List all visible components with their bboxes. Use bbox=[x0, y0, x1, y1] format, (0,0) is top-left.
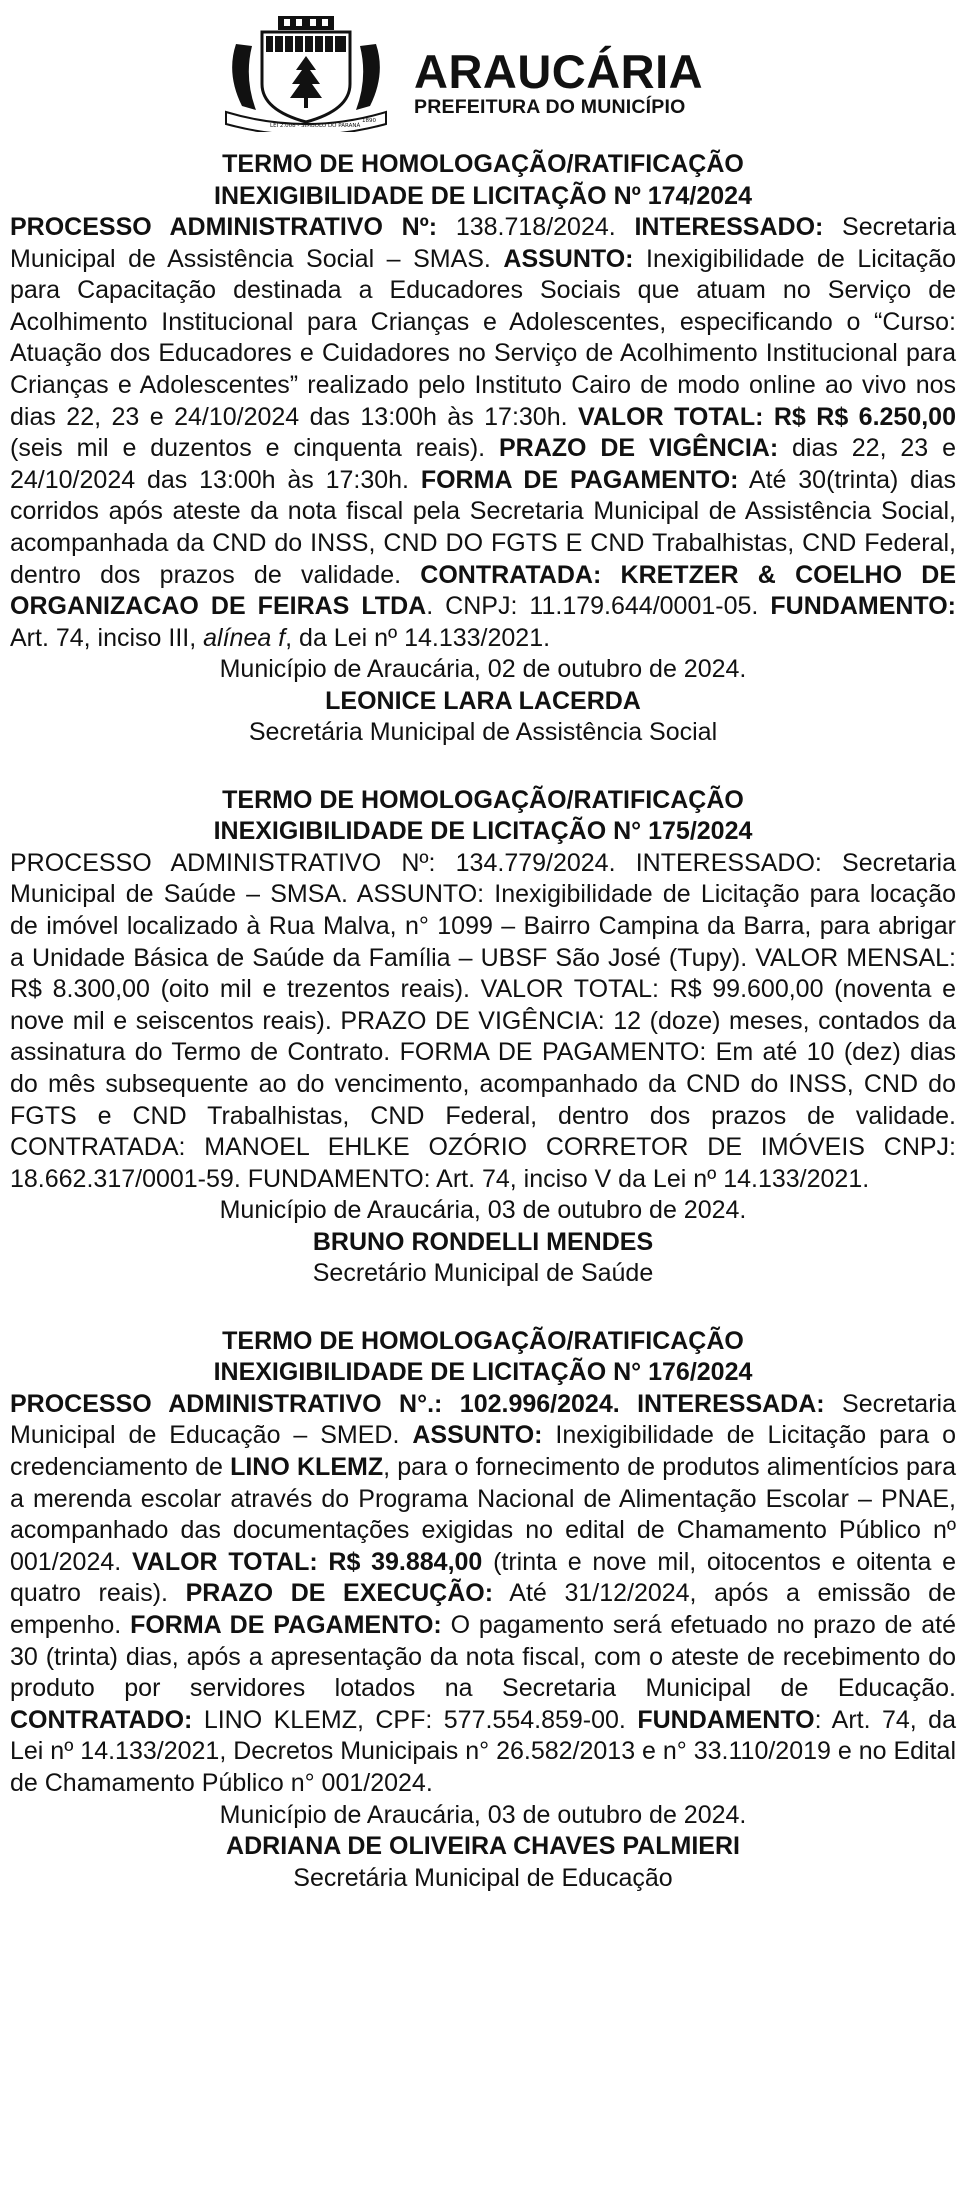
body-text-run: PROCESSO ADMINISTRATIVO Nº: 134.779/2024. INTERESSADO: Secretaria Municipal de Saúde – SMSA. ASSUNTO: Inexigibilidade de Licitação para locação de imóvel localizado à Rua Malva, n° 1099 – Bairro Campina da Barra, para abrigar a Unidade Básica de Saúde da Família – UBSF São José (Tupy). VALOR MENSAL: R$ 8.300,00 (oito mil e trezentos reais). VALOR TOTAL: R$ 99.600,00 (noventa e nove mil e seiscentos reais). PRAZO DE VIGÊNCIA: 12 (doze) meses, contados da assinatura do Termo de Contrato. FORMA DE PAGAMENTO: Em até 10 (dez) dias do mês subsequente ao do vencimento, acompanhado da CND do INSS, CND do FGTS e CND Trabalhistas, CND Federal, dentro dos prazos de validade. CONTRATADA: MANOEL EHLKE OZÓRIO CORRETOR DE IMÓVEIS CNPJ: 18.662.317/0001-59. FUNDAMENTO: Art. 74, inciso V da Lei nº 14.133/2021. bbox=[10, 848, 956, 1193]
body-bold-run: ASSUNTO: bbox=[412, 1421, 543, 1450]
body-italic-run: alínea f bbox=[203, 623, 286, 652]
body-text-run: Secretaria Municipal de Educação – SMED. bbox=[10, 1389, 956, 1450]
body-text-run: Art. 74, inciso III, bbox=[10, 623, 204, 652]
brand-subtitle: PREFEITURA DO MUNICÍPIO bbox=[414, 96, 686, 118]
notice-subtitle: INEXIGIBILIDADE DE LICITAÇÃO N° 175/2024 bbox=[213, 817, 753, 846]
body-text-run: (seis mil e duzentos e cinquenta reais). bbox=[10, 434, 499, 463]
document-page bbox=[10, 0, 956, 1930]
notice-signer: ADRIANA DE OLIVEIRA CHAVES PALMIERI bbox=[226, 1832, 740, 1861]
body-text-run: Até 31/12/2024, após a emissão de empenho. bbox=[10, 1579, 956, 1639]
notice-body bbox=[10, 212, 956, 654]
body-bold-run: FUNDAMENTO bbox=[637, 1705, 815, 1734]
body-text-run: 138.718/2024. bbox=[437, 213, 635, 241]
body-bold-run: FORMA DE PAGAMENTO: bbox=[130, 1611, 442, 1639]
body-text-run: : Art. 74, da Lei nº 14.133/2021, Decretos Municipais n° 26.582/2013 e n° 33.110/2019 e no Edital de Chamamento Público n° 001/2024. bbox=[10, 1705, 957, 1797]
body-bold-run: LINO KLEMZ bbox=[230, 1453, 384, 1482]
body-bold-run: FUNDAMENTO: bbox=[770, 592, 957, 621]
body-bold-run: FORMA DE PAGAMENTO: bbox=[420, 465, 739, 494]
notice-section bbox=[10, 785, 956, 1290]
notice-place-date: Município de Araucária, 03 de outubro de 2024. bbox=[219, 1196, 747, 1225]
notice-place-date: Município de Araucária, 03 de outubro de 2024. bbox=[219, 1800, 747, 1829]
brand-block bbox=[414, 45, 704, 118]
notice-signer: LEONICE LARA LACERDA bbox=[325, 686, 641, 715]
header bbox=[10, 0, 956, 140]
notice-signer-role: Secretária Municipal de Assistência Social bbox=[248, 718, 718, 747]
body-text-run: . CNPJ: 11.179.644/0001-05. bbox=[426, 592, 771, 621]
body-bold-run: PRAZO DE EXECUÇÃO: bbox=[185, 1579, 494, 1608]
body-text-run: Inexigibilidade de Licitação para Capacitação destinada a Educadores Sociais que atuam no Serviço de Acolhimento Institucional para Crianças e Adolescentes, especificando o “Curso: Atuação dos Educadores e Cuidadores no Serviço de Acolhimento Institucional para Crianças e Adolescentes” realizado pelo Instituto Cairo de modo online ao vivo nos dias 22, 23 e 24/10/2024 das 13:00h às 17:30h. bbox=[10, 244, 957, 431]
body-text-run: , da Lei nº 14.133/2021. bbox=[285, 623, 551, 652]
notice-body bbox=[10, 1389, 956, 1800]
notice-signer-role: Secretário Municipal de Saúde bbox=[312, 1259, 654, 1288]
body-bold-run: INTERESSADO: bbox=[634, 213, 824, 241]
municipal-crest-logo bbox=[222, 14, 390, 132]
body-bold-run: PROCESSO ADMINISTRATIVO N°.: 102.996/2024. INTERESSADA: bbox=[10, 1389, 825, 1418]
notice-section bbox=[10, 1326, 956, 1894]
body-text-run: Secretaria Municipal de Assistência Social – SMAS. bbox=[10, 213, 956, 273]
body-text-run: LINO KLEMZ, CPF: 577.554.859-00. bbox=[192, 1705, 638, 1734]
body-bold-run: ASSUNTO: bbox=[503, 244, 634, 273]
notice-title: TERMO DE HOMOLOGAÇÃO/RATIFICAÇÃO bbox=[222, 785, 744, 814]
svg-text:1890: 1890 bbox=[362, 118, 376, 124]
body-bold-run: CONTRATADA: KRETZER & COELHO DE ORGANIZACAO DE FEIRAS LTDA bbox=[10, 560, 956, 621]
body-bold-run: VALOR TOTAL: R$ R$ 6.250,00 bbox=[578, 402, 956, 431]
notice-title: TERMO DE HOMOLOGAÇÃO/RATIFICAÇÃO bbox=[222, 150, 744, 178]
notice-signer-role: Secretária Municipal de Educação bbox=[293, 1863, 673, 1892]
body-text-run: (trinta e nove mil, oitocentos e oitenta e quatro reais). bbox=[10, 1547, 956, 1608]
body-bold-run: VALOR TOTAL: R$ 39.884,00 bbox=[131, 1547, 483, 1576]
body-text-run: , para o fornecimento de produtos alimentícios para a merenda escolar através do Programa Nacional de Alimentação Escolar – PNAE, acompanhado das documentações exigidas no edital de Chamamento Público nº 001/2024. bbox=[10, 1453, 956, 1576]
notice-title: TERMO DE HOMOLOGAÇÃO/RATIFICAÇÃO bbox=[222, 1326, 744, 1355]
notice-subtitle: INEXIGIBILIDADE DE LICITAÇÃO Nº 174/2024 bbox=[214, 181, 752, 210]
body-text-run: Inexigibilidade de Licitação para o credenciamento de bbox=[10, 1421, 957, 1482]
body-bold-run: PROCESSO ADMINISTRATIVO Nº: bbox=[10, 213, 438, 241]
body-text-run: O pagamento será efetuado no prazo de até 30 (trinta) dias, após a apresentação da nota fiscal, com o ateste de recebimento do produto por servidores lotados na Secretaria Municipal de Educação. bbox=[10, 1611, 956, 1703]
brand-name: ARAUCÁRIA bbox=[414, 45, 704, 98]
notice-section bbox=[10, 149, 956, 749]
body-bold-run: CONTRATADO: bbox=[10, 1705, 193, 1734]
notice-body bbox=[10, 848, 956, 1196]
body-text-run: dias 22, 23 e 24/10/2024 das 13:00h às 17:30h. bbox=[10, 434, 956, 494]
notice-place-date: Município de Araucária, 02 de outubro de 2024. bbox=[219, 655, 747, 684]
body-bold-run: PRAZO DE VIGÊNCIA: bbox=[499, 434, 779, 463]
body-text-run: Até 30(trinta) dias corridos após ateste da nota fiscal pela Secretaria Municipal de Assistência Social, acompanhada da CND do INSS, CND DO FGTS E CND Trabalhistas, CND Federal, dentro dos prazos de validade. bbox=[10, 465, 956, 589]
notice-subtitle: INEXIGIBILIDADE DE LICITAÇÃO N° 176/2024 bbox=[213, 1358, 753, 1387]
notice-signer: BRUNO RONDELLI MENDES bbox=[312, 1227, 654, 1256]
svg-text:LEI 2.008 - SÍMBOLO DO PARANÁ: LEI 2.008 - SÍMBOLO DO PARANÁ bbox=[270, 123, 361, 129]
